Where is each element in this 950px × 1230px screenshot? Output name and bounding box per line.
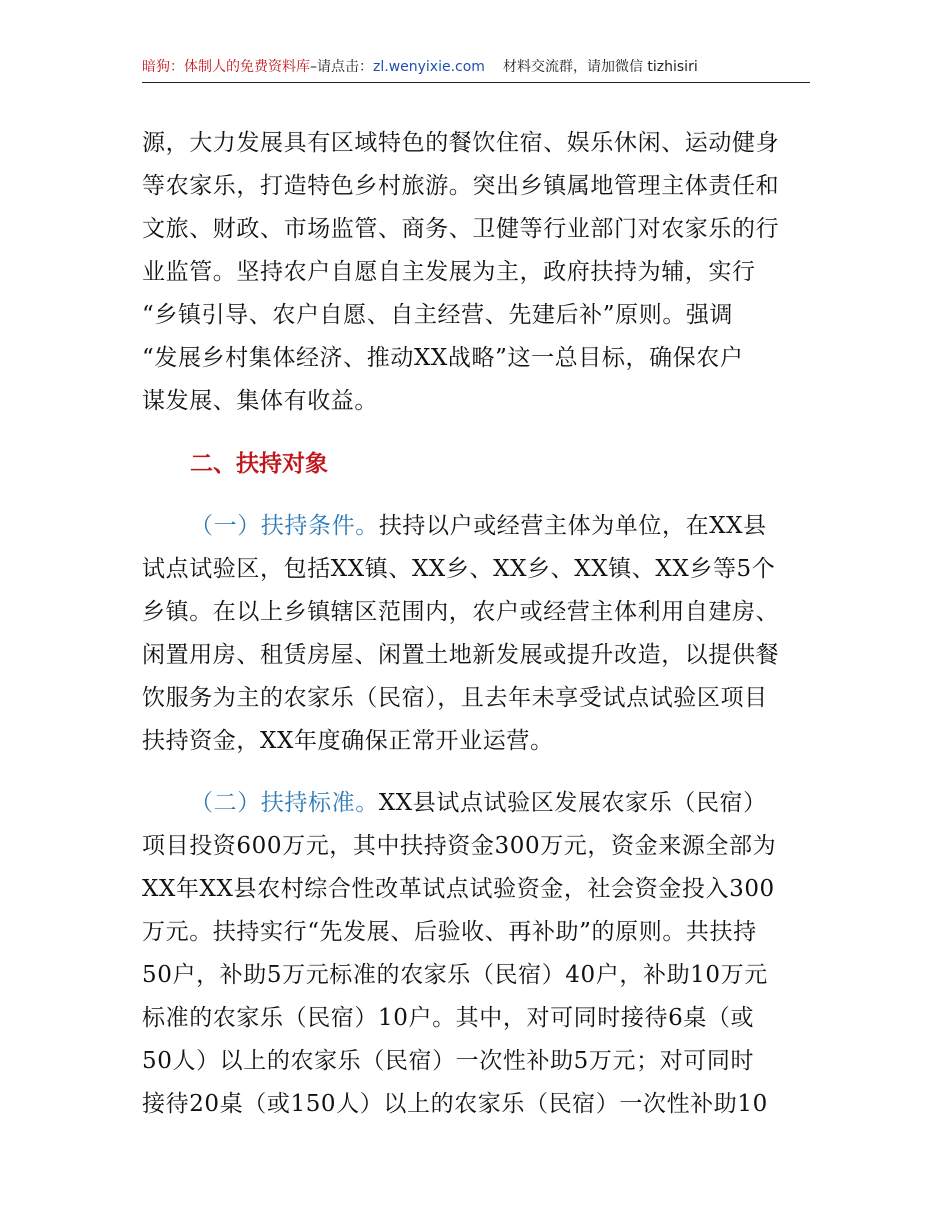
body-line: 试点试验区，包括XX镇、XX乡、XX乡、XX镇、XX乡等5个 xyxy=(142,556,776,582)
subsection-text: 扶持以户或经营主体为单位，在XX县 xyxy=(378,513,767,539)
body-line: 饮服务为主的农家乐（民宿），且去年未享受试点试验区项目 xyxy=(142,685,768,711)
body-line: 源，大力发展具有区域特色的餐饮住宿、娱乐休闲、运动健身 xyxy=(142,130,780,156)
header-group-info: 材料交流群，请加微信 tizhisiri xyxy=(502,59,698,75)
section-heading: 二、扶持对象 xyxy=(190,451,328,477)
page-header xyxy=(142,56,810,83)
body-line: 项目投资600万元，其中扶持资金300万元，资金来源全部为 xyxy=(142,833,777,859)
body-line: 业监管。坚持农户自愿自主发展为主，政府扶持为辅，实行 xyxy=(142,259,756,285)
body-line: XX年XX县农村综合性改革试点试验资金，社会资金投入300 xyxy=(142,876,775,902)
body-line: 标准的农家乐（民宿）10户。其中，对可同时接待6桌（或 xyxy=(142,1005,755,1031)
body-line: 等农家乐，打造特色乡村旅游。突出乡镇属地管理主体责任和 xyxy=(142,173,780,199)
body-line: 万元。扶持实行“先发展、后验收、再补助”的原则。共扶持 xyxy=(142,919,757,945)
body-line: 乡镇。在以上乡镇辖区范围内，农户或经营主体利用自建房、 xyxy=(142,599,780,625)
subsection-first-line xyxy=(190,788,810,818)
header-prompt: –请点击： xyxy=(310,59,373,75)
header-link[interactable]: zl.wenyixie.com xyxy=(373,59,485,75)
subsection-first-line xyxy=(190,511,810,541)
body-line: 50人）以上的农家乐（民宿）一次性补助5万元；对可同时 xyxy=(142,1048,755,1074)
body-line: 闲置用房、租赁房屋、闲置土地新发展或提升改造，以提供餐 xyxy=(142,642,780,668)
subsection-text: XX县试点试验区发展农家乐（民宿） xyxy=(378,790,767,816)
body-line: “发展乡村集体经济、推动XX战略”这一总目标，确保农户 xyxy=(142,345,744,371)
body-line: 扶持资金，XX年度确保正常开业运营。 xyxy=(142,728,554,754)
header-brand: 暗狗：体制人的免费资料库 xyxy=(142,59,310,75)
body-line: 文旅、财政、市场监管、商务、卫健等行业部门对农家乐的行 xyxy=(142,216,780,242)
body-line: “乡镇引导、农户自愿、自主经营、先建后补”原则。强调 xyxy=(142,302,734,328)
subsection-label: （一）扶持条件。 xyxy=(190,513,379,539)
subsection-label: （二）扶持标准。 xyxy=(190,790,379,816)
body-line: 50户，补助5万元标准的农家乐（民宿）40户，补助10万元 xyxy=(142,962,768,988)
body-line: 接待20桌（或150人）以上的农家乐（民宿）一次性补助10 xyxy=(142,1091,768,1117)
body-line: 谋发展、集体有收益。 xyxy=(142,388,378,414)
